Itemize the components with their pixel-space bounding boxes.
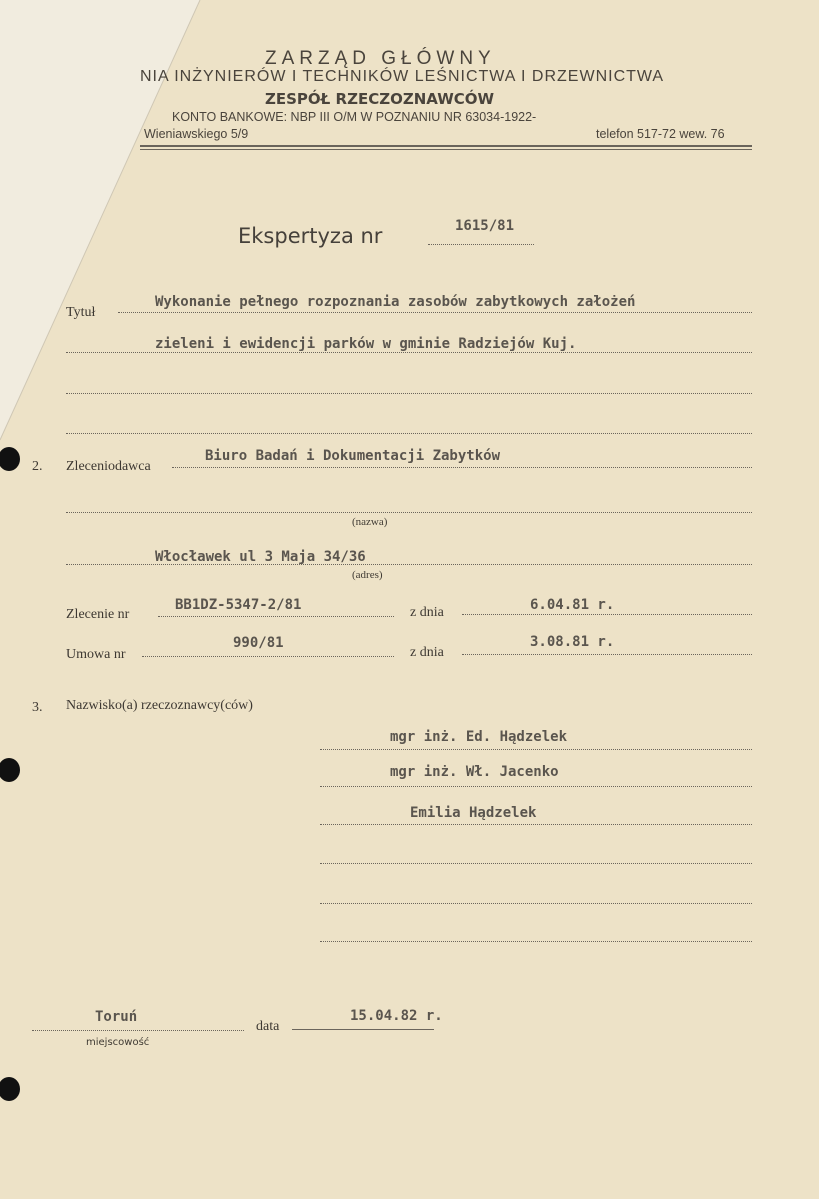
order-label: Zlecenie nr <box>66 607 130 622</box>
experts-label: Nazwisko(a) rzeczoznawcy(ców) <box>66 698 253 713</box>
client-address: Włocławek ul 3 Maja 34/36 <box>155 549 366 565</box>
dotted-line <box>320 824 752 825</box>
header-line3: ZESPÓŁ RZECZOZNAWCÓW <box>265 90 495 108</box>
section-number: 3. <box>32 700 43 715</box>
dotted-line <box>320 941 752 942</box>
dotted-line <box>320 786 752 787</box>
doc-title-label: Ekspertyza nr <box>238 224 383 248</box>
order-number: BB1DZ-5347-2/81 <box>175 597 302 613</box>
dotted-line <box>428 244 534 245</box>
section-number: 2. <box>32 459 43 474</box>
contract-date-label: z dnia <box>410 645 444 660</box>
dotted-line <box>158 616 394 617</box>
header-rule <box>140 149 752 150</box>
tytul-line2: zieleni i ewidencji parków w gminie Radziejów Kuj. <box>155 336 577 352</box>
header-rule <box>140 145 752 147</box>
client-label: Zleceniodawca <box>66 459 151 474</box>
client-name: Biuro Badań i Dokumentacji Zabytków <box>205 448 501 464</box>
dotted-line <box>320 863 752 864</box>
contract-number: 990/81 <box>233 635 284 651</box>
expert-name: Emilia Hądzelek <box>410 805 537 821</box>
dotted-line <box>118 312 752 313</box>
dotted-line <box>32 1030 244 1031</box>
place-caption: miejscowość <box>86 1037 150 1048</box>
expert-name: mgr inż. Ed. Hądzelek <box>390 729 568 745</box>
dotted-line <box>66 393 752 394</box>
tytul-label: Tytuł <box>66 305 96 320</box>
dotted-line <box>66 352 752 353</box>
dotted-line <box>66 433 752 434</box>
dotted-line <box>462 654 752 655</box>
doc-number: 1615/81 <box>455 218 515 234</box>
header-line2: NIA INŻYNIERÓW I TECHNIKÓW LEŚNICTWA I DRZEWNICTWA <box>140 68 665 85</box>
name-caption: (nazwa) <box>352 516 388 528</box>
date-line <box>292 1029 434 1030</box>
contract-label: Umowa nr <box>66 647 126 662</box>
order-date-label: z dnia <box>410 605 444 620</box>
header-bank: KONTO BANKOWE: NBP III O/M W POZNANIU NR 63034-1922- <box>172 110 537 124</box>
dotted-line <box>320 903 752 904</box>
dotted-line <box>462 614 752 615</box>
tytul-line1: Wykonanie pełnego rozpoznania zasobów zabytkowych założeń <box>155 294 636 310</box>
dotted-line <box>172 467 752 468</box>
document-date: 15.04.82 r. <box>350 1008 443 1024</box>
dotted-line <box>142 656 394 657</box>
header-phone: telefon 517-72 wew. 76 <box>596 127 725 141</box>
order-date: 6.04.81 r. <box>530 597 615 613</box>
date-label: data <box>256 1019 280 1034</box>
header-line1: ZARZĄD GŁÓWNY <box>265 48 496 69</box>
expert-name: mgr inż. Wł. Jacenko <box>390 764 559 780</box>
contract-date: 3.08.81 r. <box>530 634 615 650</box>
place: Toruń <box>95 1009 138 1025</box>
header-address: Wieniawskiego 5/9 <box>144 127 249 141</box>
dotted-line <box>66 512 752 513</box>
dotted-line <box>320 749 752 750</box>
address-caption: (adres) <box>352 569 383 581</box>
